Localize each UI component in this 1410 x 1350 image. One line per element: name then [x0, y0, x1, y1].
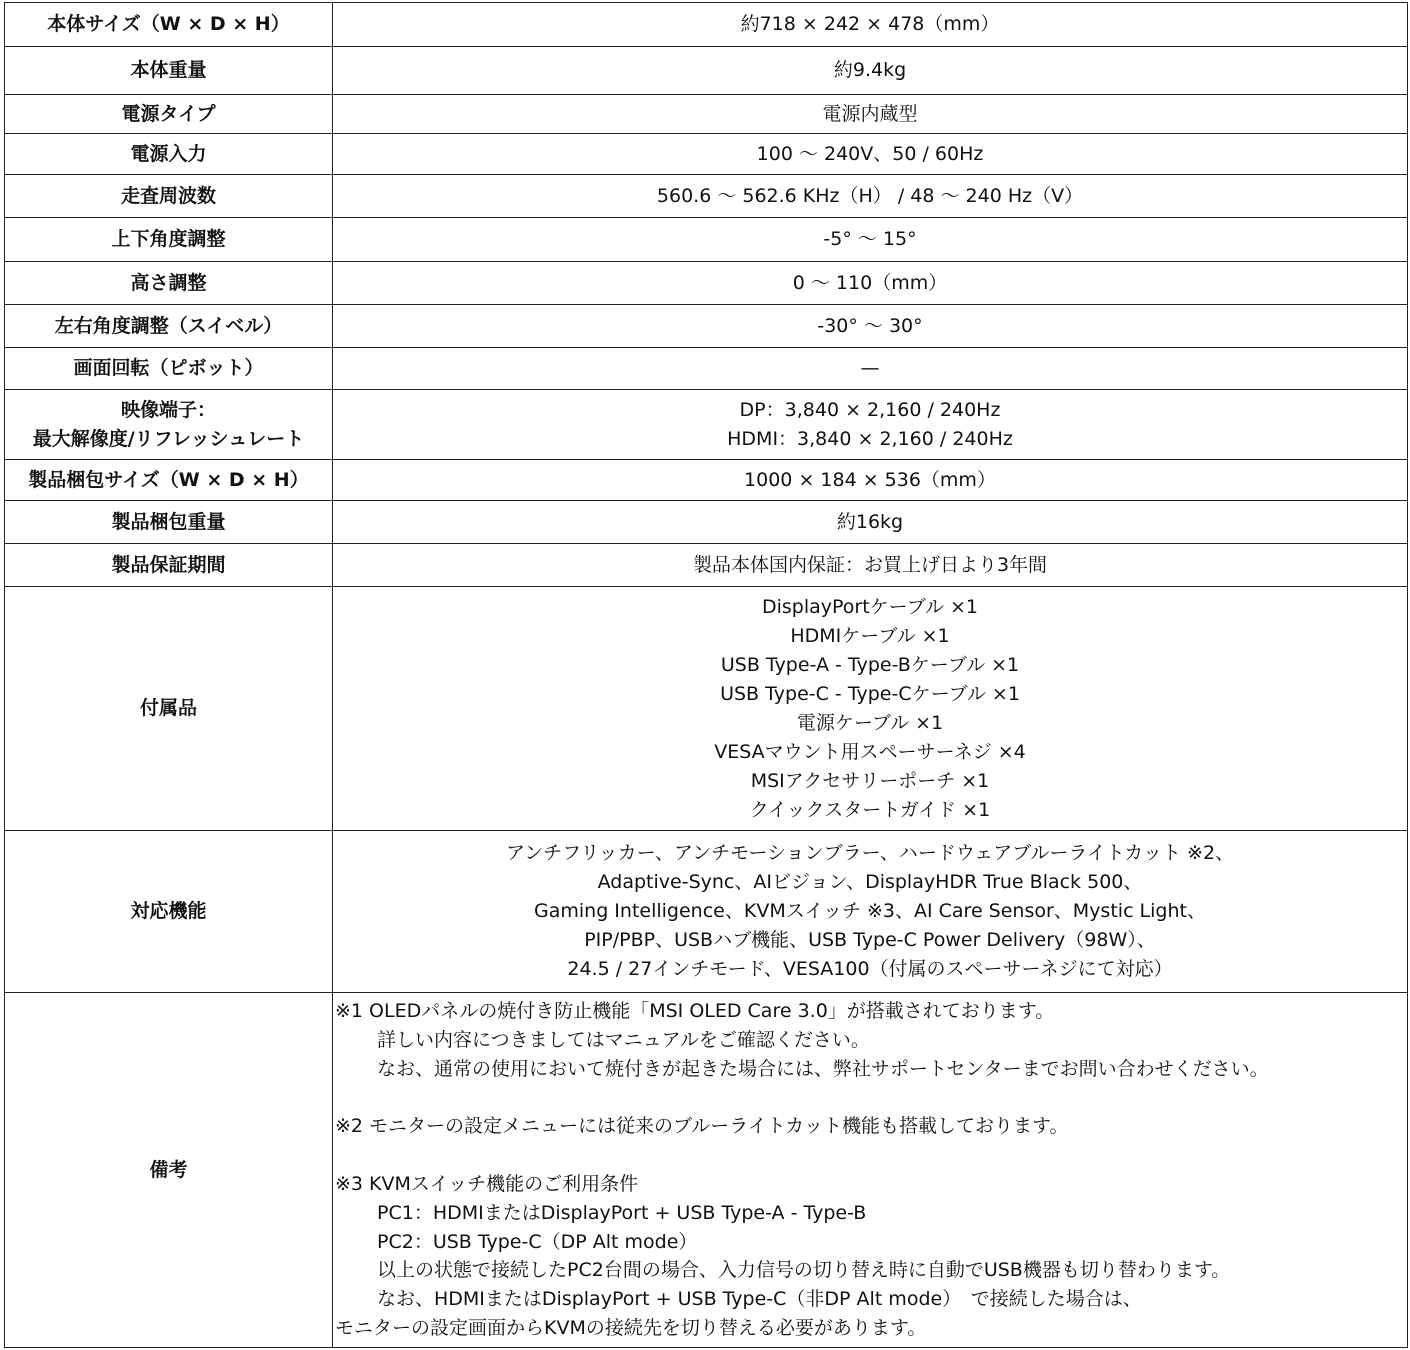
row-value [333, 390, 1408, 460]
value-text: DisplayPortケーブル ×1 [761, 595, 979, 618]
blank-line [335, 1084, 1407, 1113]
row-label [5, 262, 333, 305]
row-value [333, 175, 1408, 218]
row-value [333, 460, 1408, 501]
table-row [5, 348, 1408, 390]
remark-line: ※3 KVMスイッチ機能のご利用条件 [335, 1173, 639, 1195]
table-row [5, 95, 1408, 134]
table-row [5, 3, 1408, 47]
table-row [5, 218, 1408, 262]
value-text: 560.6 ～ 562.6 KHz（H） / 48 ～ 240 Hz（V） [656, 184, 1084, 207]
value-text: 1000 × 184 × 536（mm） [744, 468, 996, 491]
remark-line: なお、通常の使用において焼付きが起きた場合には、弊社サポートセンターまでお問い合わせください。 [377, 1057, 1269, 1080]
row-label [5, 390, 333, 460]
row-label [5, 831, 333, 993]
value-text: アンチフリッカー、アンチモーションブラー、ハードウェアブルーライトカット ※2、 [505, 842, 1235, 864]
label-text: 本体重量 [130, 59, 207, 81]
row-label [5, 993, 333, 1348]
remarks-cell [333, 993, 1408, 1348]
table-row [5, 390, 1408, 460]
label-text: 製品保証期間 [111, 553, 226, 576]
row-value [333, 3, 1408, 47]
row-label [5, 587, 333, 831]
row-value [333, 95, 1408, 134]
value-text: 電源ケーブル ×1 [796, 711, 944, 734]
spec-table [4, 2, 1408, 1348]
remark-line: 以上の状態で接続したPC2台間の場合、入力信号の切り替え時に自動でUSB機器も切り替わります。 [377, 1259, 1231, 1282]
row-label [5, 544, 333, 587]
row-label [5, 218, 333, 262]
row-label [5, 3, 333, 47]
value-text: DP：3,840 × 2,160 / 240Hz [739, 398, 1001, 421]
value-text: 0 ～ 110（mm） [792, 271, 948, 294]
row-value [333, 218, 1408, 262]
table-row [5, 587, 1408, 831]
table-row [5, 460, 1408, 501]
remark-line: モニターの設定画面からKVMの接続先を切り替える必要があります。 [335, 1316, 927, 1339]
value-text: VESAマウント用スペーサーネジ ×4 [714, 740, 1026, 763]
value-text: 24.5 / 27インチモード、VESA100（付属のスペーサーネジにて対応） [567, 958, 1173, 980]
table-row [5, 305, 1408, 348]
row-label [5, 47, 333, 95]
value-text: USB Type-A - Type-Bケーブル ×1 [720, 653, 1020, 676]
value-text: — [860, 357, 880, 379]
row-label [5, 175, 333, 218]
table-row [5, 831, 1408, 993]
table-row [5, 544, 1408, 587]
row-value [333, 262, 1408, 305]
value-text: -5° ～ 15° [823, 228, 917, 250]
label-text: 最大解像度/リフレッシュレート [32, 427, 305, 450]
row-value [333, 501, 1408, 544]
blank-line [335, 1141, 1407, 1170]
value-text: -30° ～ 30° [817, 314, 923, 337]
row-value [333, 305, 1408, 348]
value-text: 電源内蔵型 [822, 102, 918, 125]
value-text: 100 ～ 240V、50 / 60Hz [756, 142, 984, 165]
table-row [5, 47, 1408, 95]
row-value [333, 47, 1408, 95]
remark-line: PC1：HDMIまたはDisplayPort + USB Type-A - Type-B [377, 1201, 867, 1224]
label-text: 高さ調整 [130, 271, 207, 294]
value-text: 約9.4kg [833, 59, 907, 81]
label-text: 映像端子： [120, 398, 216, 421]
row-label [5, 348, 333, 390]
remark-line: PC2：USB Type-C（DP Alt mode） [377, 1230, 698, 1253]
label-text: 対応機能 [130, 900, 207, 922]
label-text: 備考 [149, 1158, 188, 1181]
remark-line: 詳しい内容につきましてはマニュアルをご確認ください。 [377, 1029, 870, 1052]
table-row-remarks [5, 993, 1408, 1348]
table-row [5, 501, 1408, 544]
label-text: 左右角度調整（スイベル） [54, 314, 283, 337]
row-label [5, 134, 333, 175]
value-text: 約718 × 242 × 478（mm） [740, 13, 1000, 35]
table-row [5, 134, 1408, 175]
value-text: Adaptive-Sync、AIビジョン、DisplayHDR True Black 500、 [597, 871, 1143, 893]
row-value [333, 348, 1408, 390]
row-label [5, 501, 333, 544]
row-label [5, 95, 333, 134]
label-text: 製品梱包重量 [111, 510, 226, 533]
label-text: 画面回転（ピボット） [73, 357, 264, 379]
value-text: USB Type-C - Type-Cケーブル ×1 [720, 682, 1020, 705]
value-text: Gaming Intelligence、KVMスイッチ ※3、AI Care Sensor、Mystic Light、 [534, 900, 1206, 922]
row-label [5, 460, 333, 501]
value-text: 製品本体国内保証：お買上げ日より3年間 [692, 553, 1048, 576]
label-text: 電源タイプ [121, 102, 216, 125]
value-text: HDMIケーブル ×1 [790, 624, 950, 647]
table-row [5, 262, 1408, 305]
value-text: クイックスタートガイド ×1 [749, 798, 991, 821]
row-value [333, 544, 1408, 587]
label-text: 走査周波数 [120, 184, 216, 207]
row-label [5, 305, 333, 348]
label-text: 電源入力 [130, 142, 207, 165]
value-text: HDMI：3,840 × 2,160 / 240Hz [727, 427, 1013, 450]
row-value [333, 134, 1408, 175]
row-value [333, 831, 1408, 993]
value-text: 約16kg [836, 510, 904, 533]
remark-line: ※1 OLEDパネルの焼付き防止機能「MSI OLED Care 3.0」が搭載されております。 [335, 1000, 1055, 1023]
remark-line: なお、HDMIまたはDisplayPort + USB Type-C（非DP Alt mode） で接続した場合は、 [377, 1288, 1142, 1311]
label-text: 上下角度調整 [111, 228, 226, 250]
value-text: MSIアクセサリーポーチ ×1 [750, 769, 990, 792]
table-row [5, 175, 1408, 218]
label-text: 製品梱包サイズ（W × D × H） [28, 468, 309, 491]
label-text: 付属品 [139, 697, 197, 719]
value-text: PIP/PBP、USBハブ機能、USB Type-C Power Delivery（98W）、 [584, 929, 1156, 951]
remark-line: ※2 モニターの設定メニューには従来のブルーライトカット機能も搭載しております。 [335, 1115, 1069, 1138]
row-value [333, 587, 1408, 831]
label-text: 本体サイズ（W × D × H） [47, 13, 290, 35]
